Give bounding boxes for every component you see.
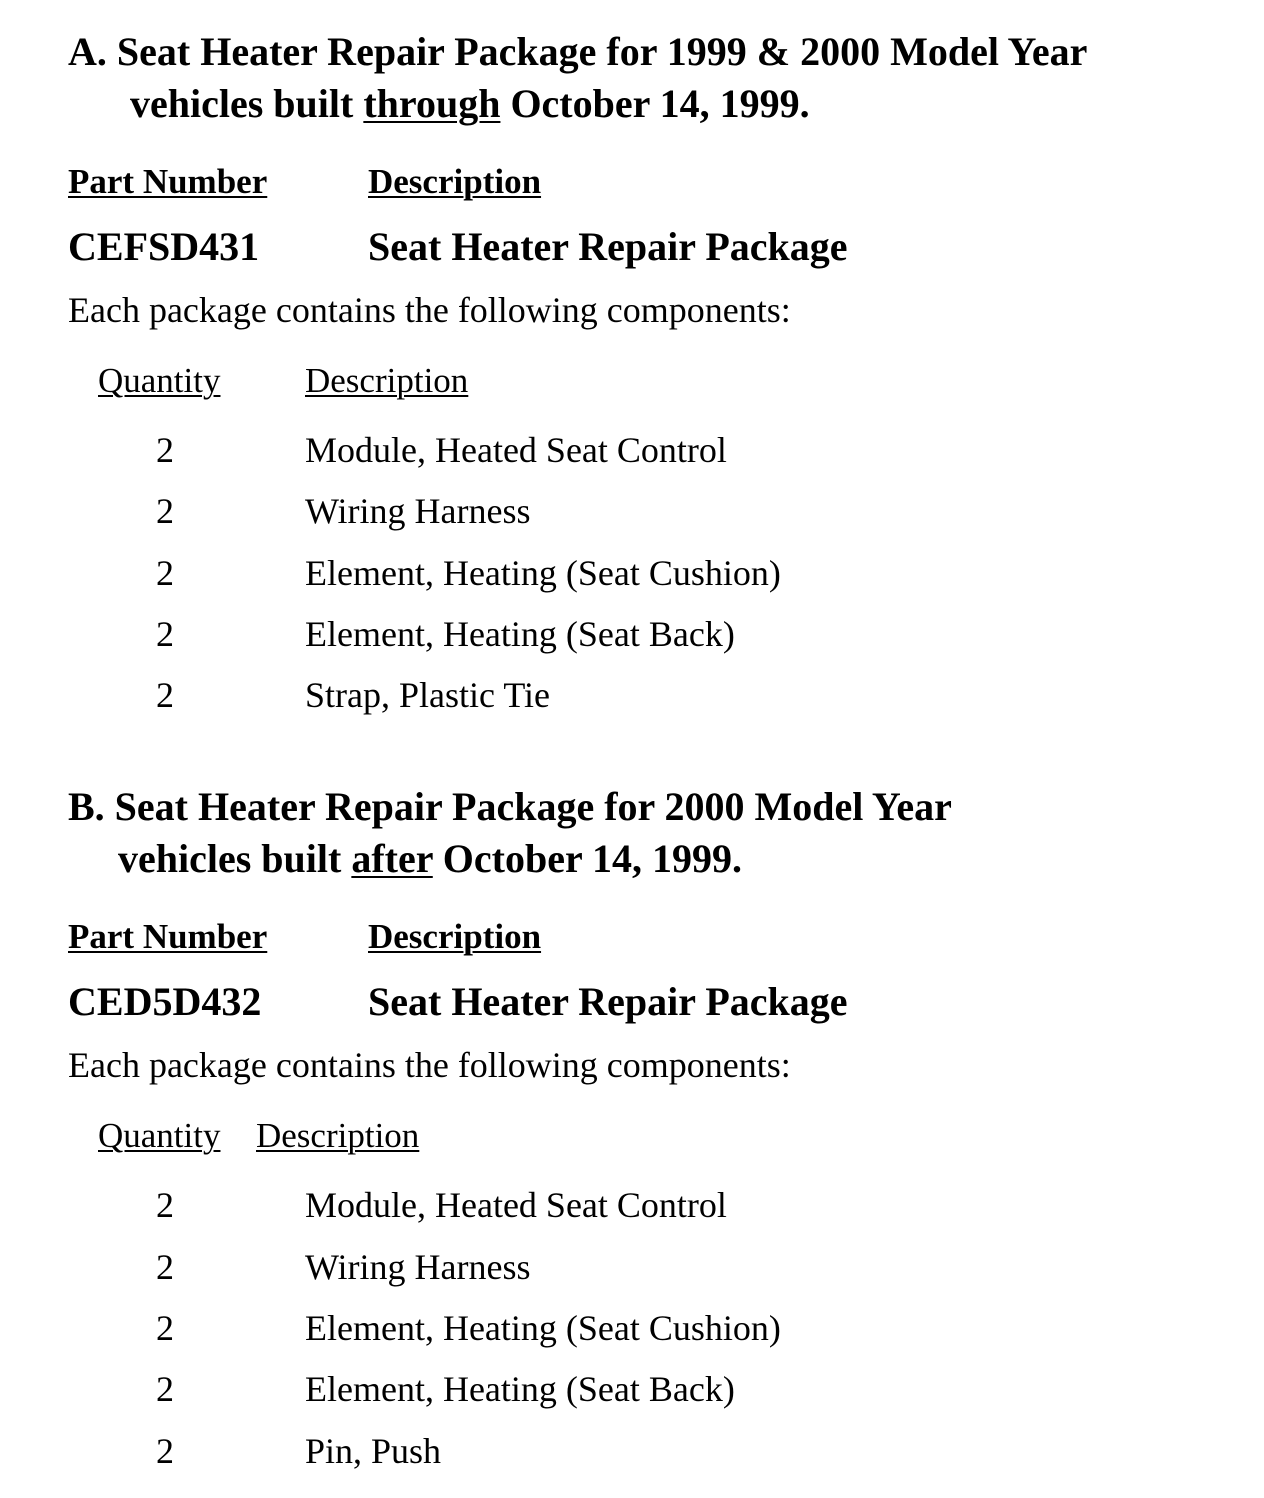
section-b-quantity-header: Quantity — [98, 1116, 221, 1155]
section-b-component-qty: 2 — [156, 1185, 174, 1225]
section-a-description-header: Description — [368, 162, 542, 201]
section-a-subtitle-pre: vehicles built — [130, 81, 364, 126]
section-a-subtitle-emphasis: through — [363, 81, 501, 126]
section-b-subtitle-post: October 14, 1999. — [432, 836, 742, 881]
section-a-part-number-header: Part Number — [68, 162, 268, 201]
section-b-component-qty: 2 — [156, 1247, 174, 1287]
section-b-component-desc: Element, Heating (Seat Cushion) — [305, 1308, 781, 1348]
section-b-component-header: Description — [256, 1116, 420, 1155]
section-b-description-header: Description — [368, 917, 542, 956]
section-a-part-description: Seat Heater Repair Package — [368, 224, 848, 269]
section-a-component-qty: 2 — [156, 430, 174, 470]
section-a-part-number: CEFSD431 — [68, 224, 260, 269]
section-b-component-qty: 2 — [156, 1308, 174, 1348]
section-b-subtitle-emphasis: after — [351, 836, 433, 881]
section-a-component-desc: Element, Heating (Seat Back) — [305, 614, 735, 654]
section-a-component-qty: 2 — [156, 553, 174, 593]
section-b-component-qty: 2 — [156, 1369, 174, 1409]
section-a-component-desc: Wiring Harness — [305, 491, 531, 531]
section-a-component-qty: 2 — [156, 675, 174, 715]
section-b-component-desc: Wiring Harness — [305, 1247, 531, 1287]
section-b-component-desc: Element, Heating (Seat Back) — [305, 1369, 735, 1409]
section-a-subtitle — [130, 81, 810, 126]
section-b-component-desc: Module, Heated Seat Control — [305, 1185, 727, 1225]
section-b-subtitle-pre: vehicles built — [118, 836, 352, 881]
section-a-component-desc: Strap, Plastic Tie — [305, 675, 551, 715]
section-b-component-desc: Pin, Push — [305, 1431, 442, 1471]
section-b-contents-intro: Each package contains the following components: — [68, 1045, 791, 1085]
section-a-contents-intro: Each package contains the following components: — [68, 290, 791, 330]
section-b-subtitle — [118, 836, 742, 881]
section-a-quantity-header: Quantity — [98, 361, 221, 400]
section-a-component-desc: Module, Heated Seat Control — [305, 430, 727, 470]
section-b-part-number: CED5D432 — [68, 979, 262, 1024]
section-a-component-qty: 2 — [156, 491, 174, 531]
section-b-part-number-header: Part Number — [68, 917, 268, 956]
section-a-component-desc: Element, Heating (Seat Cushion) — [305, 553, 781, 593]
section-a-component-header: Description — [305, 361, 469, 400]
section-b-component-qty: 2 — [156, 1431, 174, 1471]
section-b-part-description: Seat Heater Repair Package — [368, 979, 848, 1024]
section-a-title: A. Seat Heater Repair Package for 1999 & 2000 Model Year — [68, 29, 1088, 74]
section-b-title: B. Seat Heater Repair Package for 2000 Model Year — [68, 784, 952, 829]
section-a-component-qty: 2 — [156, 614, 174, 654]
section-a-subtitle-post: October 14, 1999. — [500, 81, 810, 126]
